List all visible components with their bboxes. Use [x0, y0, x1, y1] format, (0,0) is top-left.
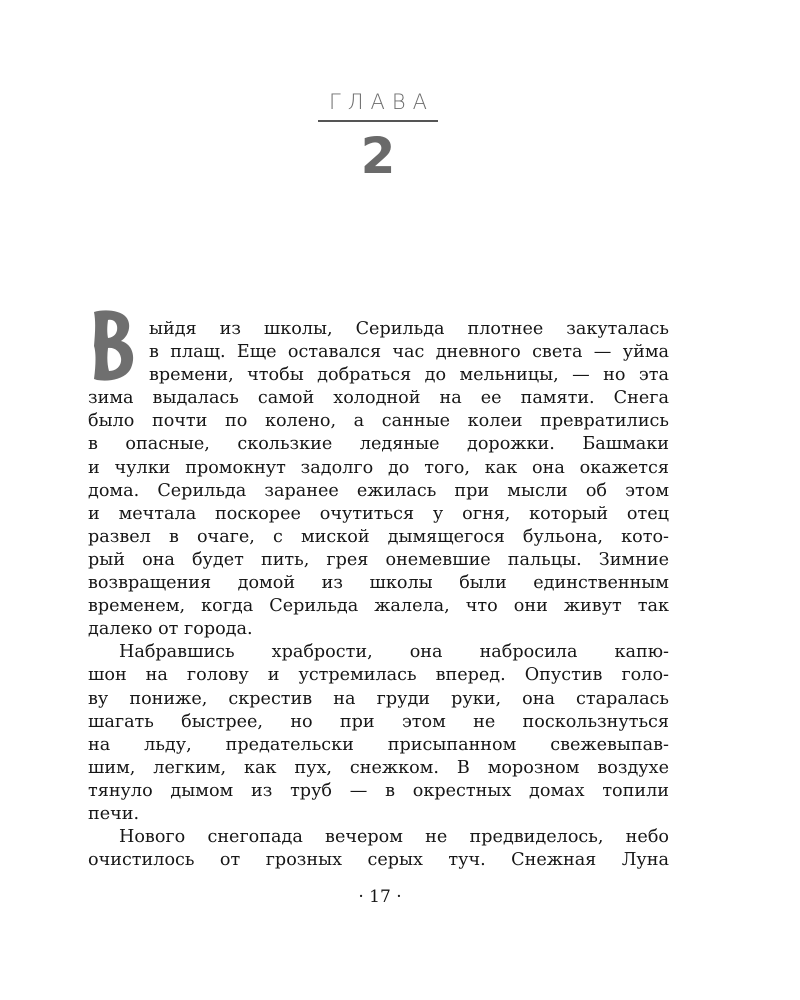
text-line: Нового снегопада вечером не предвиделось, небо — [119, 827, 669, 848]
text-line: зима выдалась самой холодной на ее памяти. Снега — [88, 388, 669, 409]
text-line: ву пониже, скрестив на груди руки, она старалась — [88, 688, 669, 709]
text-line: ыйдя из школы, Серильда плотнее закуталась — [149, 319, 669, 339]
chapter-label: ГЛАВА — [329, 90, 434, 114]
page-number: · 17 · — [358, 887, 402, 907]
text-line: очистилось от грозных серых туч. Снежная Луна — [88, 850, 669, 871]
text-line: шим, легким, как пух, снежком. В морозном воздухе — [88, 757, 669, 778]
text-line: развел в очаге, с миской дымящегося бульона, кото- — [88, 526, 669, 547]
text-line: Набравшись храбрости, она набросила капю- — [119, 642, 669, 663]
text-line: в опасные, скользкие ледяные дорожки. Башмаки — [88, 434, 669, 455]
text-line: рый она будет пить, грея онемевшие пальцы. Зимние — [88, 549, 669, 570]
text-line: дома. Серильда заранее ежилась при мысли об этом — [88, 480, 669, 501]
text-line: тянуло дымом из труб — в окрестных домах топили — [88, 780, 669, 801]
text-line: временем, когда Серильда жалела, что они живут так — [88, 596, 669, 617]
text-line: времени, чтобы добраться до мельницы, — но эта — [149, 365, 669, 386]
text-line: на льду, предательски присыпанном свежевыпав- — [88, 734, 669, 755]
text-line: в плащ. Еще оставался час дневного света — уйма — [149, 342, 669, 363]
text-line: шон на голову и устремилась вперед. Опустив голо- — [88, 665, 669, 686]
text-line: печи. — [88, 803, 140, 824]
text-line: возвращения домой из школы были единственным — [88, 573, 669, 594]
body-text — [88, 318, 669, 872]
chapter-rule — [318, 120, 438, 122]
text-line: шагать быстрее, но при этом не поскользнуться — [88, 711, 669, 732]
text-line: было почти по колено, а санные колеи превратились — [88, 411, 669, 432]
chapter-number: 2 — [360, 127, 396, 185]
text-line: и чулки промокнут задолго до того, как она окажется — [88, 457, 669, 478]
text-line: и мечтала поскорее очутиться у огня, который отец — [88, 503, 669, 524]
text-line: далеко от города. — [88, 619, 253, 640]
